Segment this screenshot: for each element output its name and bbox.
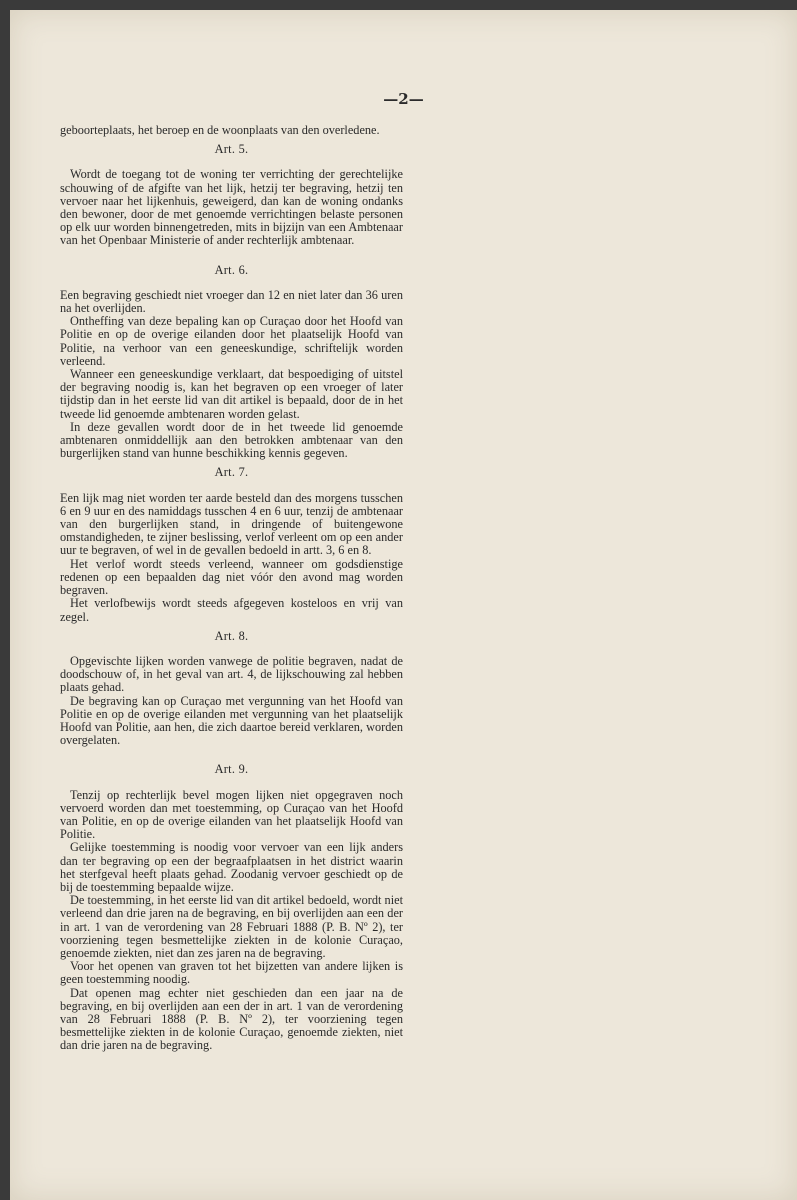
paragraph: Het verlof wordt steeds verleend, wanneer om godsdienstige redenen op een bepaalden dag niet vóór den avond mag worden begraven. <box>60 556 403 598</box>
paragraph: De begraving kan op Curaçao met vergunning van het Hoofd van Politie en op de overige eilanden met vergunning van het plaatselijk Hoofd van Politie, aan hen, die zich daartoe bereid verklaren, worden overgelaten. <box>60 693 403 748</box>
article-heading: Art. 8. <box>214 628 249 643</box>
paragraph: Opgevischte lijken worden vanwege de politie begraven, nadat de doodschouw of, in het geval van art. 4, de lijkschouwing zal hebben plaats gehad. <box>60 653 403 695</box>
paragraph: Dat openen mag echter niet geschieden dan een jaar na de begraving, en bij overlijden aan een der in art. 1 van de verordening van 28 Februari 1888 (P. B. Nº 2), ter voorziening tegen besmettelijke ziekten in de kolonie Curaçao, genoemde ziekten, niet dan drie jaren na de begraving. <box>60 985 403 1053</box>
paragraph: Ontheffing van deze bepaling kan op Curaçao door het Hoofd van Politie en op de overige eilanden door het plaatselijk Hoofd van Politie, na verhoor van een geneeskundige, schriftelijk worden verleend. <box>60 314 403 368</box>
paragraph: Gelijke toestemming is noodig voor vervoer van een lijk anders dan ter begraving op een der begraafplaatsen in het district waarin het sterfgeval heeft plaats gehad. Zoodanig vervoer geschiedt op de bij de toestemming bepaalde wijze. <box>60 840 403 894</box>
paragraph: In deze gevallen wordt door de in het tweede lid genoemde ambtenaren onmiddellijk aan den betrokken ambtenaar van den burgerlijken stand van hunne beschikking kennis gegeven. <box>60 419 403 461</box>
spacer <box>60 747 403 757</box>
paragraph: Voor het openen van graven tot het bijzetten van andere lijken is geen toestemming noodig. <box>60 959 403 987</box>
paragraph: geboorteplaats, het beroep en de woonplaats van den overledene. <box>60 123 380 137</box>
article-heading: Art. 5. <box>214 142 249 157</box>
paragraph: De toestemming, in het eerste lid van dit artikel bedoeld, wordt niet verleend dan drie jaren na de begraving, en bij overlijden aan een der in art. 1 van de verordening van 28 Februari 1888 (P. B. Nº 2), ter voorziening tegen besmettelijke ziekten in de kolonie Curaçao, genoemde ziekten, niet dan zes jaren na de begraving. <box>60 893 403 960</box>
paragraph: Wanneer een geneeskundige verklaart, dat bespoediging of uitstel der begraving noodig is, kan het begraven op een vroeger of later tijdstip dan in het eerste lid van dit artikel is bepaald, door de in het tweede lid genoemde ambtenaren worden gelast. <box>60 367 403 421</box>
article-heading: Art. 9. <box>214 762 249 777</box>
document-page <box>10 10 797 1200</box>
paragraph: Een begraving geschiedt niet vroeger dan 12 en niet later dan 36 uren na het overlijden. <box>60 287 403 316</box>
page-body <box>60 124 403 1053</box>
article-heading: Art. 6. <box>214 262 249 277</box>
paragraph: Een lijk mag niet worden ter aarde besteld dan des morgens tusschen 6 en 9 uur en des namiddags tusschen 4 en 6 uur, tenzij de ambtenaar van den burgerlijken stand, in dringende of buitengewone omstandigheden, te zijner beslissing, verlof verleent om op een ander uur te begraven, of wel in de gevallen bedoeld in artt. 3, 6 en 8. <box>60 490 403 558</box>
paragraph: Tenzij op rechterlijk bevel mogen lijken niet opgegraven noch vervoerd worden dan met toestemming, op Curaçao van het Hoofd van Politie, en op de overige eilanden van het plaatselijk Hoofd van Politie. <box>60 787 403 842</box>
spacer <box>60 248 403 258</box>
article-heading: Art. 7. <box>214 465 249 480</box>
paragraph: Het verlofbewijs wordt steeds afgegeven kosteloos en vrij van zegel. <box>60 596 403 624</box>
paragraph: Wordt de toegang tot de woning ter verrichting der gerechtelijke schouwing of de afgifte van het lijk, hetzij ter begraving, hetzij ten vervoer naar het lijkenhuis, geweigerd, dan kan de woning ondanks den bewoner, door de met genoemde verrichtingen belaste personen op elk uur worden binnengetreden, mits in bijzijn van een Ambtenaar van het Openbaar Ministerie of ander rechterlijk ambtenaar. <box>60 167 403 248</box>
page-number: —2— <box>383 90 424 108</box>
